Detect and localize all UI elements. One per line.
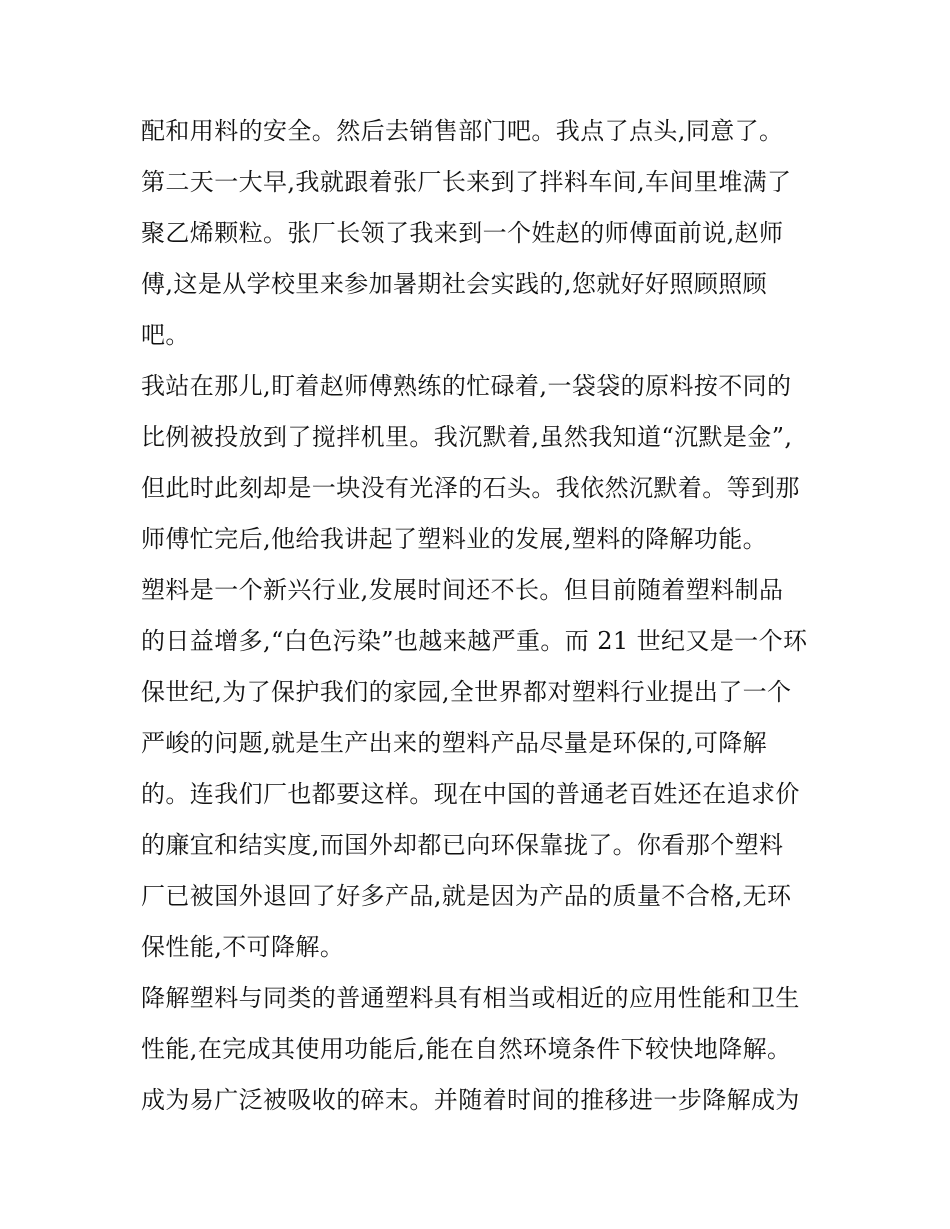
text-line: 比例被投放到了搅拌机里。我沉默着,虽然我知道“沉默是金”, [141,423,793,451]
text-line: 聚乙烯颗粒。张厂长领了我来到一个姓赵的师傅面前说,赵师 [141,219,784,247]
text-line: 吧。 [141,321,190,349]
text-line: 师傅忙完后,他给我讲起了塑料业的发展,塑料的降解功能。 [141,525,768,553]
text-line: 的。连我们厂也都要这样。现在中国的普通老百姓还在追求价 [141,780,800,808]
text-line: 的日益增多,“白色污染”也越来越严重。而 21 世纪又是一个环 [141,627,808,655]
text-line: 成为易广泛被吸收的碎末。并随着时间的推移进一步降解成为 [141,1086,800,1114]
text-line: 厂已被国外退回了好多产品,就是因为产品的质量不合格,无环 [141,882,792,910]
text-line: 保性能,不可降解。 [141,933,345,961]
text-line: 严峻的问题,就是生产出来的塑料产品尽量是环保的,可降解 [141,729,768,757]
text-line: 保世纪,为了保护我们的家园,全世界都对塑料行业提出了一个 [141,678,792,706]
text-line: 性能,在完成其使用功能后,能在自然环境条件下较快地降解。 [141,1035,792,1063]
text-line: 但此时此刻却是一块没有光泽的石头。我依然沉默着。等到那 [141,474,800,502]
text-line: 第二天一大早,我就跟着张厂长来到了拌料车间,车间里堆满了 [141,168,792,196]
text-line: 塑料是一个新兴行业,发展时间还不长。但目前随着塑料制品 [141,576,784,604]
text-line: 配和用料的安全。然后去销售部门吧。我点了点头,同意了。 [141,117,784,145]
text-line: 我站在那儿,盯着赵师傅熟练的忙碌着,一袋袋的原料按不同的 [141,372,792,400]
text-line: 的廉宜和结实度,而国外却都已向环保靠拢了。你看那个塑料 [141,831,784,859]
text-line: 降解塑料与同类的普通塑料具有相当或相近的应用性能和卫生 [141,984,800,1012]
text-line: 傅,这是从学校里来参加暑期社会实践的,您就好好照顾照顾 [141,270,768,298]
document-body [141,106,821,1126]
